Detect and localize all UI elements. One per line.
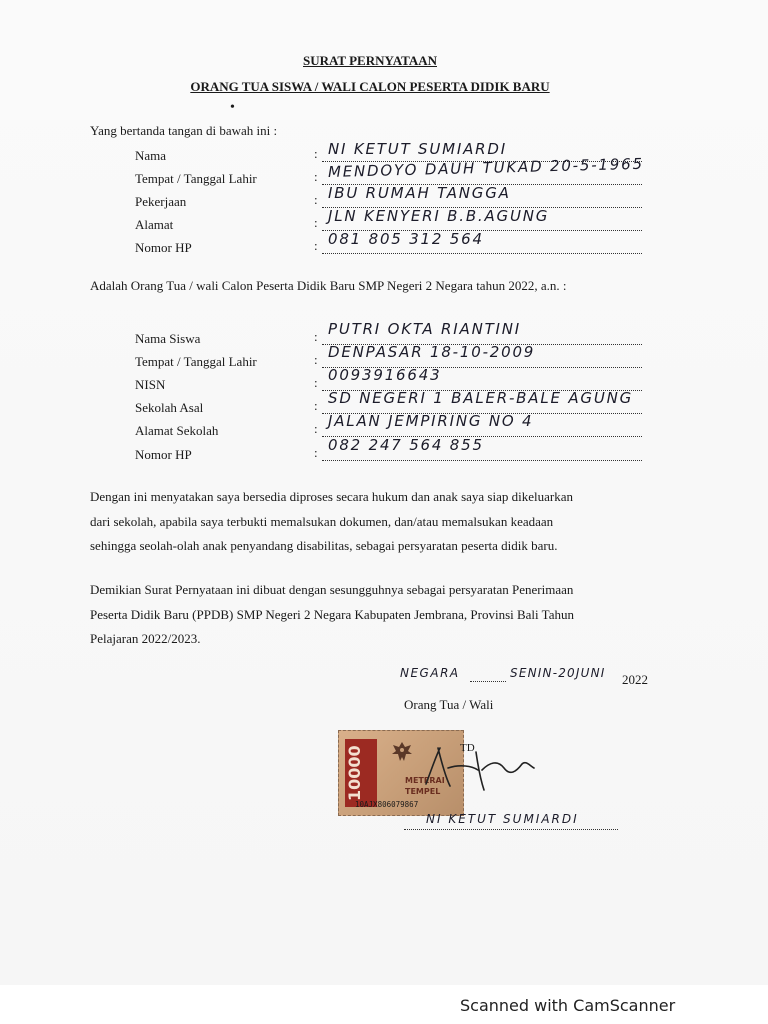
- student-phone-label: Nomor HP: [135, 447, 192, 462]
- parent-phone-value: 081 805 312 564: [328, 230, 484, 248]
- date-handwritten: SENIN-20JUNI: [510, 666, 606, 680]
- student-school-label: Sekolah Asal: [135, 400, 204, 415]
- signer-role: Orang Tua / Wali: [404, 697, 494, 712]
- student-school-value: SD NEGERI 1 BALER-BALE AGUNG: [328, 389, 634, 407]
- signer-name-handwritten: NI KETUT SUMIARDI: [426, 812, 579, 826]
- student-nisn-label: NISN: [135, 377, 166, 392]
- declaration-paragraph: Dengan ini menyatakan saya bersedia diproses secara hukum dan anak saya siap dikeluarkan dari sekolah, apabila saya terbukti memalsukan dokumen, dan/atau memalsukan keadaan sehingga seolah-olah anak penyandang disabilitas, sebagai persyaratan peserta didik baru.: [90, 489, 573, 553]
- student-school-address-label: Alamat Sekolah: [135, 423, 219, 438]
- parent-job-label: Pekerjaan: [135, 194, 187, 209]
- statement-text: Adalah Orang Tua / wali Calon Peserta Didik Baru SMP Negeri 2 Negara tahun 2022, a.n. :: [90, 278, 567, 293]
- student-birth-label: Tempat / Tanggal Lahir: [135, 354, 257, 369]
- parent-phone-label: Nomor HP: [135, 240, 192, 255]
- stamp-td-mark: TD: [460, 742, 475, 754]
- parent-name-label: Nama: [135, 148, 167, 163]
- student-name-label: Nama Siswa: [135, 331, 201, 346]
- stamp-value: 10000: [345, 739, 377, 807]
- closing-paragraph: Demikian Surat Pernyataan ini dibuat dengan sesungguhnya sebagai persyaratan Penerimaan Peserta Didik Baru (PPDB) SMP Negeri 2 Negara Kabupaten Jembrana, Provinsi Bali Tahun Pelajaran 2022/2023.: [90, 582, 574, 646]
- garuda-emblem-icon: [389, 739, 415, 765]
- intro-text: Yang bertanda tangan di bawah ini :: [90, 123, 278, 138]
- parent-address-label: Alamat: [135, 217, 174, 232]
- parent-job-value: IBU RUMAH TANGGA: [328, 184, 511, 202]
- student-nisn-value: 0093916643: [328, 366, 442, 384]
- document-title: SURAT PERNYATAAN: [303, 53, 437, 68]
- place-handwritten: NEGARA: [400, 666, 460, 680]
- stray-mark: •: [230, 100, 235, 115]
- stamp-label-meterai: METERAI: [405, 776, 445, 785]
- scanned-page: SURAT PERNYATAAN ORANG TUA SISWA / WALI CALON PESERTA DIDIK BARU • Yang bertanda tangan di bawah ini : Nama : NI KETUT SUMIARDI Tempat / Tanggal Lahir : MENDOYO DAUH TUKAD 20-5-1965 Pekerjaan : IBU RUMAH TANGGA Alamat : JLN KENYERI B.B.AGUNG Nomor HP : 081 805 312 564 Adalah Orang Tua / wali Calon Peserta Didik Baru SMP Negeri 2 Negara tahun 2022, a.n. : Nama Siswa : PUTRI OKTA RIANTINI Tempat / Tanggal Lahir : DENPASAR 18-10-2009 NISN : 0093916643 Sekolah Asal : SD NEGERI 1 BALER-BALE AGUNG Alamat Sekolah : JALAN JEMPIRING NO 4 Nomor HP : 082 247 564 855 Dengan ini menyatakan saya bersedia diproses secara hukum dan anak saya siap dikeluarkan dari sekolah, apabila saya terbukti memalsukan dokumen, dan/atau memalsukan keadaan sehingga seolah-olah anak penyandang disabilitas, sebagai persyaratan peserta didik baru. Demikian Surat Pernyataan ini dibuat dengan sesungguhnya sebagai persyaratan Penerimaan Peserta Didik Baru (PPDB) SMP Negeri 2 Negara Kabupaten Jembrana, Provinsi Bali Tahun Pelajaran 2022/2023. NEGARA SENIN-20JUNI 2022 Orang Tua / Wali 10000 METERAI TEMPEL 10AJX806079867 TD NI KETUT SUMIARDI: [0, 0, 768, 985]
- student-name-value: PUTRI OKTA RIANTINI: [328, 320, 522, 338]
- document-subtitle: ORANG TUA SISWA / WALI CALON PESERTA DIDIK BARU: [190, 79, 550, 94]
- student-school-address-value: JALAN JEMPIRING NO 4: [328, 412, 534, 430]
- stamp-label-tempel: TEMPEL: [405, 787, 441, 796]
- signature: [420, 738, 540, 798]
- stamp-serial: 10AJX806079867: [355, 800, 419, 809]
- parent-birth-value: MENDOYO DAUH TUKAD 20-5-1965: [327, 154, 645, 181]
- parent-name-value: NI KETUT SUMIARDI: [328, 140, 507, 158]
- scanner-watermark: Scanned with CamScanner: [460, 996, 676, 1015]
- student-phone-value: 082 247 564 855: [328, 436, 484, 454]
- date-year: 2022: [622, 672, 648, 687]
- student-birth-value: DENPASAR 18-10-2009: [328, 343, 536, 361]
- parent-address-value: JLN KENYERI B.B.AGUNG: [328, 207, 550, 225]
- parent-birth-label: Tempat / Tanggal Lahir: [135, 171, 257, 186]
